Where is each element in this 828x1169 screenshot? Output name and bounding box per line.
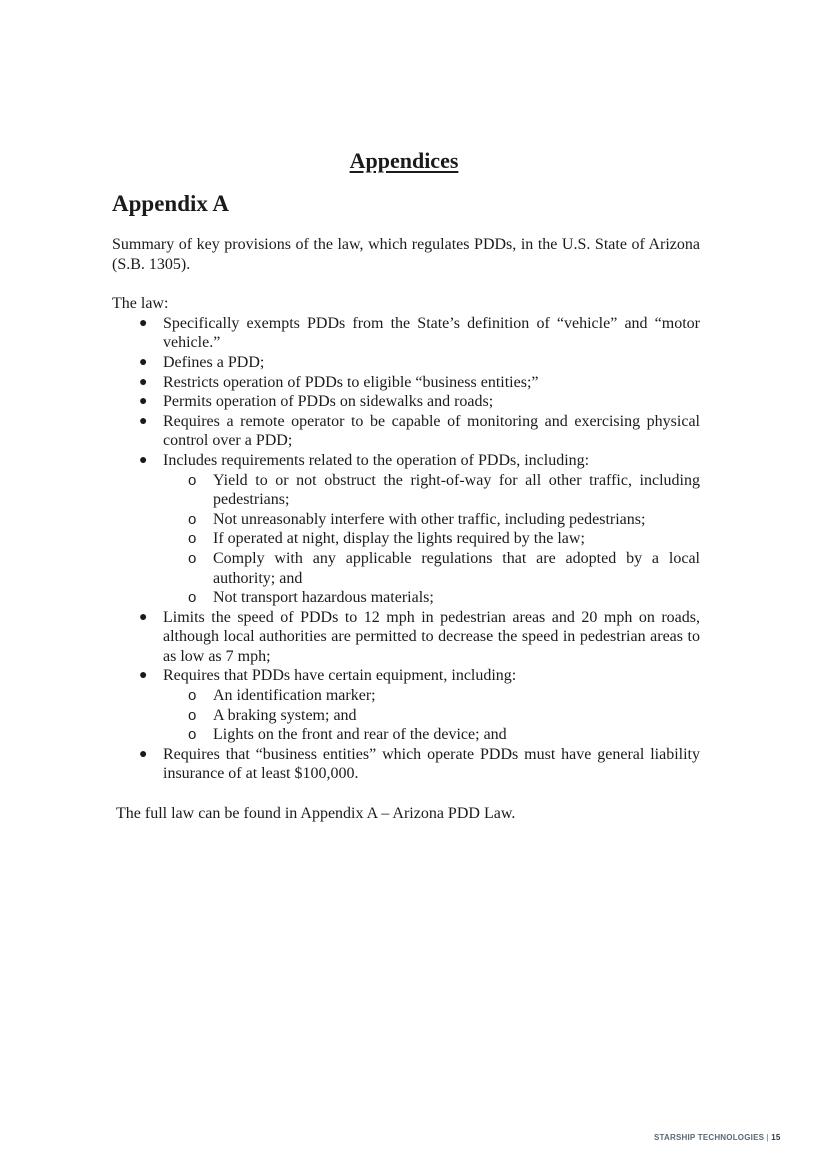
sub-list-item xyxy=(163,588,700,608)
document-body xyxy=(112,235,700,824)
sub-list-item xyxy=(163,529,700,549)
bullet-icon: ● xyxy=(139,609,148,625)
sub-list-item xyxy=(163,549,700,588)
sub-list-item-text: Comply with any applicable regulations that are adopted by a local authority; and xyxy=(213,549,700,587)
list-item-text: Requires that “business entities” which operate PDDs must have general liability insurance of at least $100,000. xyxy=(163,745,700,783)
intro-paragraph: Summary of key provisions of the law, which regulates PDDs, in the U.S. State of Arizona (S.B. 1305). xyxy=(112,236,700,273)
list-item xyxy=(112,451,700,608)
hollow-bullet-icon: o xyxy=(188,726,197,744)
sub-list-item-text: Lights on the front and rear of the device; and xyxy=(213,726,507,744)
bullet-icon: ● xyxy=(139,746,148,762)
sub-list-item-text: Not unreasonably interfere with other traffic, including pedestrians; xyxy=(213,510,646,528)
bullet-icon: ● xyxy=(139,354,148,370)
sub-list-item xyxy=(163,510,700,530)
page-number: 15 xyxy=(771,1133,781,1142)
closing-paragraph: The full law can be found in Appendix A – Arizona PDD Law. xyxy=(116,805,516,823)
footer-separator: | xyxy=(764,1133,772,1142)
page-footer xyxy=(654,1133,781,1142)
hollow-bullet-icon: o xyxy=(188,589,197,607)
list-item-text: Defines a PDD; xyxy=(163,353,265,371)
list-item xyxy=(112,314,700,353)
sub-list-item xyxy=(163,706,700,726)
sub-list xyxy=(163,471,700,608)
sub-list-item-text: Not transport hazardous materials; xyxy=(213,589,434,607)
list-item-text: Includes requirements related to the operation of PDDs, including: xyxy=(163,451,590,469)
hollow-bullet-icon: o xyxy=(188,510,197,528)
sub-list-item xyxy=(163,725,700,745)
bullet-icon: ● xyxy=(139,452,148,468)
provisions-list xyxy=(112,314,700,784)
bullet-icon: ● xyxy=(139,374,148,390)
sub-list-item xyxy=(163,686,700,706)
sub-list-item-text: If operated at night, display the lights required by the law; xyxy=(213,530,585,548)
hollow-bullet-icon: o xyxy=(188,687,197,705)
hollow-bullet-icon: o xyxy=(188,549,197,567)
hollow-bullet-icon: o xyxy=(188,706,197,724)
sub-list-item-text: An identification marker; xyxy=(213,687,376,705)
sub-list-item xyxy=(163,471,700,510)
section-heading: Appendix A xyxy=(112,191,229,216)
list-item xyxy=(112,392,700,412)
sub-list xyxy=(163,686,700,745)
sub-list-item-text: A braking system; and xyxy=(213,706,357,724)
bullet-icon: ● xyxy=(139,668,148,684)
bullet-icon: ● xyxy=(139,394,148,410)
list-item xyxy=(112,666,700,744)
hollow-bullet-icon: o xyxy=(188,471,197,489)
page-title: Appendices xyxy=(349,148,459,173)
list-item-text: Specifically exempts PDDs from the State’s definition of “vehicle” and “motor vehicle.” xyxy=(163,314,700,352)
law-label: The law: xyxy=(112,295,169,313)
list-item-text: Limits the speed of PDDs to 12 mph in pedestrian areas and 20 mph on roads, although local authorities are permitted to decrease the speed in pedestrian areas to as low as 7 mph; xyxy=(163,608,700,665)
bullet-icon: ● xyxy=(139,413,148,429)
list-item xyxy=(112,412,700,451)
footer-company: STARSHIP TECHNOLOGIES xyxy=(654,1133,765,1142)
list-item-text: Permits operation of PDDs on sidewalks and roads; xyxy=(163,393,494,411)
hollow-bullet-icon: o xyxy=(188,530,197,548)
sub-list-item-text: Yield to or not obstruct the right-of-way for all other traffic, including pedestrians; xyxy=(213,471,700,509)
list-item xyxy=(112,745,700,784)
list-item xyxy=(112,373,700,393)
bullet-icon: ● xyxy=(139,315,148,331)
list-item-text: Restricts operation of PDDs to eligible “business entities;” xyxy=(163,373,539,391)
list-item xyxy=(112,353,700,373)
list-item xyxy=(112,608,700,667)
list-item-text: Requires a remote operator to be capable of monitoring and exercising physical control over a PDD; xyxy=(163,412,700,450)
list-item-text: Requires that PDDs have certain equipment, including: xyxy=(163,667,517,685)
